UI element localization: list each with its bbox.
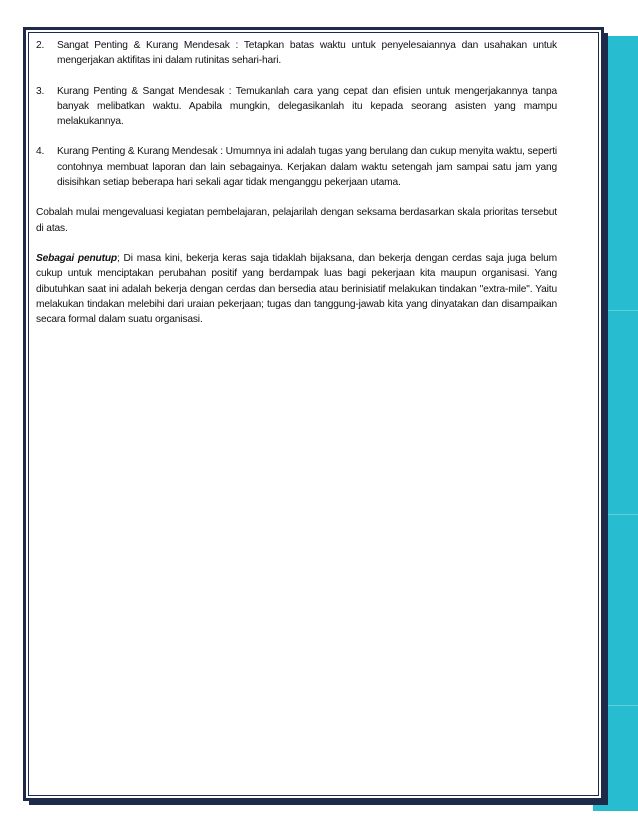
closing-text: ; Di masa kini, bekerja keras saja tidaklah bijaksana, dan bekerja dengan cerdas saja juga belum cukup untuk menciptakan perubahan positif yang berdampak luas bagi pekerjaan kita maupun organisasi. Yang dibutuhkan saat ini adalah bekerja dengan cerdas dan bersedia atau berinisiatif melakukan tindakan "extra-mile". Yaitu melakukan tindakan melebihi dari uraian pekerjaan; tugas dan tanggung-jawab kita yang dinyatakan dan disampaikan secara formal dalam suatu organisasi. bbox=[36, 252, 557, 326]
list-item-text: Kurang Penting & Sangat Mendesak : Temukanlah cara yang cepat dan efisien untuk mengerjakannya tanpa banyak melibatkan waktu. Apabila mungkin, delegasikanlah itu kepada seorang asisten yang mampu melakukannya. bbox=[57, 85, 557, 128]
list-item-number: 4. bbox=[36, 146, 45, 158]
closing-lead: Sebagai penutup bbox=[36, 252, 118, 264]
list-item-number: 3. bbox=[36, 85, 45, 97]
border-shadow-bottom bbox=[29, 801, 608, 805]
document-body bbox=[36, 38, 557, 342]
list-item-text: Sangat Penting & Kurang Mendesak : Tetapkan batas waktu untuk penyelesaiannya dan usahakan untuk mengerjakan aktifitas ini dalam rutinitas sehari-hari. bbox=[57, 40, 557, 67]
closing-paragraph bbox=[36, 251, 557, 327]
evaluation-paragraph: Cobalah mulai mengevaluasi kegiatan pembelajaran, pelajarilah dengan seksama berdasarkan skala prioritas tersebut di atas. bbox=[36, 207, 557, 234]
border-shadow-right bbox=[604, 33, 608, 805]
list-item bbox=[36, 144, 557, 190]
list-item-text: Kurang Penting & Kurang Mendesak : Umumnya ini adalah tugas yang berulang dan cukup menyita waktu, seperti contohnya membuat laporan dan lain sebagainya. Kerjakan dalam waktu setengah jam sampai satu jam yang disisihkan setiap beberapa hari sekali agar tidak menganggu pekerjaan utama. bbox=[57, 146, 558, 189]
list-item bbox=[36, 38, 557, 69]
list-item bbox=[36, 84, 557, 130]
list-item-number: 2. bbox=[36, 40, 45, 51]
